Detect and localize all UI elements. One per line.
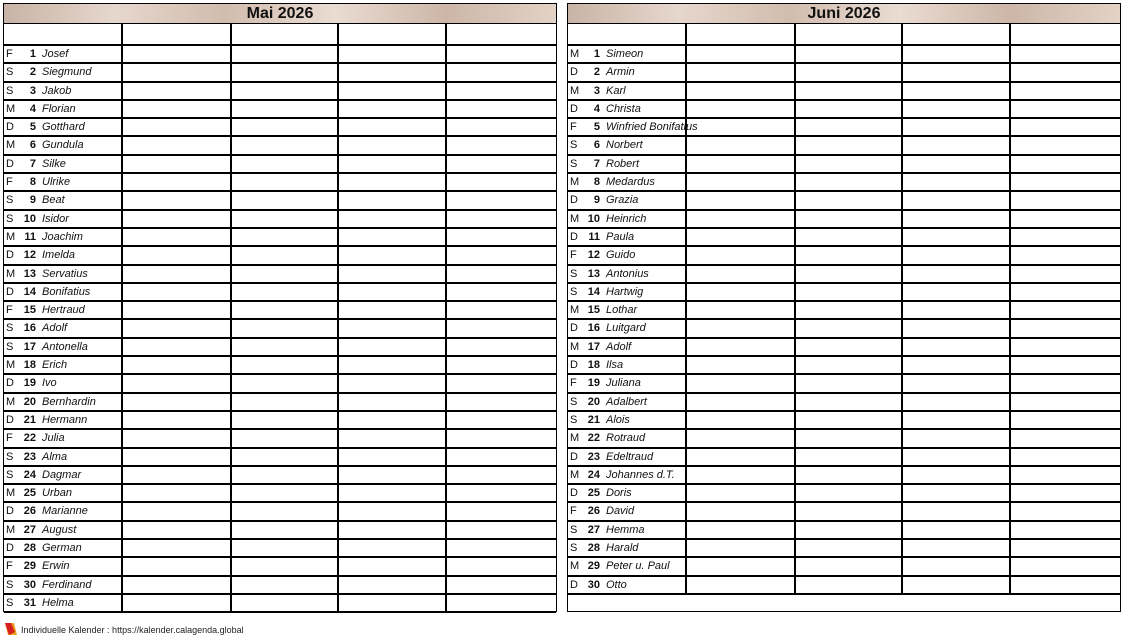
day-number: 16 xyxy=(23,322,36,335)
day-row xyxy=(568,449,1120,467)
day-row xyxy=(568,485,1120,503)
day-number: 24 xyxy=(587,468,600,481)
name-day: Lothar xyxy=(606,304,638,317)
name-day: Gundula xyxy=(42,139,84,152)
weekday-letter: S xyxy=(6,212,14,225)
weekday-letter: M xyxy=(570,176,580,189)
weekday-letter: M xyxy=(6,267,16,280)
day-row xyxy=(568,46,1120,64)
day-number: 18 xyxy=(23,359,36,372)
weekday-letter: D xyxy=(570,578,578,591)
name-day: Bernhardin xyxy=(42,395,96,408)
name-day: German xyxy=(42,542,82,555)
day-row xyxy=(568,137,1120,155)
name-day: Doris xyxy=(606,487,632,500)
weekday-letter: S xyxy=(570,523,578,536)
name-day: Dagmar xyxy=(42,468,82,481)
weekday-letter: M xyxy=(570,432,580,445)
day-number: 5 xyxy=(593,121,600,134)
name-day: Adalbert xyxy=(606,395,647,408)
name-day: Rotraud xyxy=(606,432,646,445)
day-number: 13 xyxy=(23,267,36,280)
day-row xyxy=(4,540,556,558)
day-row xyxy=(568,320,1120,338)
day-row xyxy=(568,467,1120,485)
day-row xyxy=(4,101,556,119)
day-number: 7 xyxy=(593,157,600,170)
weekday-letter: D xyxy=(6,377,14,390)
name-day: Julia xyxy=(42,432,65,445)
day-number: 10 xyxy=(23,212,36,225)
day-number: 23 xyxy=(23,450,36,463)
weekday-letter: D xyxy=(570,359,578,372)
day-row xyxy=(568,229,1120,247)
weekday-letter: S xyxy=(570,157,578,170)
name-day: Winfried Bonifatius xyxy=(606,121,698,134)
name-day: Luitgard xyxy=(606,322,646,335)
weekday-letter: M xyxy=(570,468,580,481)
weekday-letter: S xyxy=(6,468,14,481)
weekday-letter: S xyxy=(6,194,14,207)
day-number: 14 xyxy=(587,285,600,298)
weekday-letter: D xyxy=(570,66,578,79)
month-may xyxy=(3,3,557,612)
weekday-letter: D xyxy=(6,505,14,518)
day-number: 28 xyxy=(23,542,36,555)
day-row xyxy=(568,412,1120,430)
weekday-letter: S xyxy=(6,322,14,335)
day-row xyxy=(568,119,1120,137)
day-number: 1 xyxy=(593,48,600,60)
weekday-letter: M xyxy=(6,139,16,152)
weekday-letter: S xyxy=(570,395,578,408)
day-row xyxy=(568,357,1120,375)
day-row xyxy=(4,266,556,284)
weekday-letter: D xyxy=(6,157,14,170)
day-number: 16 xyxy=(587,322,600,335)
name-day: Urban xyxy=(42,487,72,500)
day-row xyxy=(4,137,556,155)
day-rows xyxy=(4,46,556,613)
weekday-letter: M xyxy=(6,395,16,408)
day-number: 12 xyxy=(587,249,600,262)
day-row xyxy=(568,503,1120,521)
weekday-letter: S xyxy=(570,267,578,280)
day-row xyxy=(4,503,556,521)
day-row xyxy=(568,156,1120,174)
day-row xyxy=(4,394,556,412)
weekday-letter: F xyxy=(570,249,577,262)
name-day: Ferdinand xyxy=(42,578,92,591)
month-title: Mai 2026 xyxy=(4,4,556,24)
day-number: 15 xyxy=(587,304,600,317)
weekday-letter: M xyxy=(570,560,580,573)
weekday-letter: S xyxy=(570,139,578,152)
name-day: Gotthard xyxy=(42,121,85,134)
day-number: 10 xyxy=(587,212,600,225)
weekday-letter: D xyxy=(570,194,578,207)
weekday-letter: D xyxy=(6,413,14,426)
name-day: Robert xyxy=(606,157,640,170)
day-number: 30 xyxy=(587,578,600,591)
header-row xyxy=(4,24,556,46)
day-number: 3 xyxy=(593,84,600,97)
name-day: Bonifatius xyxy=(42,285,91,298)
name-day: Edeltraud xyxy=(606,450,654,463)
day-number: 8 xyxy=(593,176,600,189)
weekday-letter: M xyxy=(6,359,16,372)
name-day: Servatius xyxy=(42,267,88,280)
day-number: 21 xyxy=(23,413,36,426)
day-number: 30 xyxy=(23,578,36,591)
name-day: Marianne xyxy=(42,505,88,518)
name-day: Silke xyxy=(42,157,66,170)
name-day: Joachim xyxy=(42,230,83,243)
day-number: 7 xyxy=(29,157,36,170)
weekday-letter: F xyxy=(6,560,13,573)
day-row xyxy=(4,595,556,613)
weekday-letter: S xyxy=(6,578,14,591)
day-number: 13 xyxy=(587,267,600,280)
name-day: Guido xyxy=(606,249,636,262)
day-number: 24 xyxy=(23,468,36,481)
weekday-letter: S xyxy=(570,542,578,555)
day-number: 6 xyxy=(29,139,36,152)
day-row xyxy=(4,46,556,64)
day-number: 8 xyxy=(29,176,36,189)
day-number: 4 xyxy=(29,102,36,115)
name-day: August xyxy=(42,523,77,536)
day-row xyxy=(4,558,556,576)
weekday-letter: S xyxy=(6,66,14,79)
weekday-letter: M xyxy=(6,230,16,243)
header-row xyxy=(568,24,1120,46)
day-number: 17 xyxy=(587,340,600,353)
name-day: Helma xyxy=(42,596,74,609)
name-day: David xyxy=(606,505,635,518)
weekday-letter: S xyxy=(6,450,14,463)
weekday-letter: D xyxy=(570,102,578,115)
name-day: Josef xyxy=(42,48,69,60)
day-number: 3 xyxy=(29,84,36,97)
name-day: Hertraud xyxy=(42,304,85,317)
day-row xyxy=(568,211,1120,229)
day-row xyxy=(4,339,556,357)
day-row xyxy=(568,302,1120,320)
weekday-letter: D xyxy=(6,285,14,298)
name-day: Florian xyxy=(42,102,76,115)
day-row xyxy=(4,64,556,82)
day-number: 21 xyxy=(587,413,600,426)
day-row xyxy=(4,83,556,101)
day-row xyxy=(4,156,556,174)
day-row xyxy=(4,229,556,247)
day-number: 19 xyxy=(587,377,600,390)
day-row xyxy=(568,339,1120,357)
day-row xyxy=(568,375,1120,393)
weekday-letter: S xyxy=(6,84,14,97)
day-number: 1 xyxy=(29,48,36,60)
weekday-letter: M xyxy=(570,212,580,225)
weekday-letter: D xyxy=(570,450,578,463)
name-day: Ivo xyxy=(42,377,57,390)
name-day: Simeon xyxy=(606,48,644,60)
day-row xyxy=(568,522,1120,540)
day-row xyxy=(4,467,556,485)
name-day: Christa xyxy=(606,102,641,115)
name-day: Johannes d.T. xyxy=(606,468,675,481)
day-row xyxy=(4,284,556,302)
weekday-letter: S xyxy=(6,340,14,353)
day-row xyxy=(4,119,556,137)
weekday-letter: D xyxy=(6,249,14,262)
footer-text: Individuelle Kalender : https://kalender.calagenda.global xyxy=(21,625,244,635)
name-day: Armin xyxy=(606,66,635,79)
weekday-letter: D xyxy=(6,542,14,555)
day-row xyxy=(4,247,556,265)
name-day: Imelda xyxy=(42,249,76,262)
weekday-letter: F xyxy=(6,304,13,317)
day-row xyxy=(568,284,1120,302)
footer xyxy=(5,623,244,635)
day-number: 18 xyxy=(587,359,600,372)
day-number: 22 xyxy=(23,432,36,445)
day-number: 11 xyxy=(588,230,600,243)
weekday-letter: S xyxy=(570,413,578,426)
day-row xyxy=(4,357,556,375)
day-number: 2 xyxy=(29,66,36,79)
day-number: 31 xyxy=(23,596,36,609)
weekday-letter: D xyxy=(570,230,578,243)
day-number: 20 xyxy=(587,395,600,408)
weekday-letter: D xyxy=(570,487,578,500)
day-row xyxy=(568,83,1120,101)
day-row xyxy=(568,394,1120,412)
name-day: Paula xyxy=(606,230,635,243)
day-row xyxy=(568,266,1120,284)
weekday-letter: M xyxy=(570,304,580,317)
day-number: 9 xyxy=(29,194,36,207)
month-june xyxy=(567,3,1121,612)
name-day: Grazia xyxy=(606,194,639,207)
name-day: Karl xyxy=(606,84,626,97)
name-day: Otto xyxy=(606,578,627,591)
name-day: Hemma xyxy=(606,523,645,536)
day-row xyxy=(568,558,1120,576)
name-day: Erwin xyxy=(42,560,70,573)
calagenda-logo-icon xyxy=(5,623,17,635)
day-number: 4 xyxy=(593,102,600,115)
weekday-letter: F xyxy=(570,121,577,134)
name-day: Alois xyxy=(606,413,630,426)
day-number: 15 xyxy=(23,304,36,317)
weekday-letter: M xyxy=(6,102,16,115)
day-number: 2 xyxy=(593,66,600,79)
day-number: 5 xyxy=(29,121,36,134)
name-day: Ulrike xyxy=(42,176,71,189)
weekday-letter: F xyxy=(6,48,13,60)
day-number: 14 xyxy=(23,285,36,298)
day-row xyxy=(4,485,556,503)
day-row xyxy=(568,64,1120,82)
day-row xyxy=(4,174,556,192)
day-number: 12 xyxy=(23,249,36,262)
name-day: Harald xyxy=(606,542,639,555)
day-number: 29 xyxy=(23,560,36,573)
day-row xyxy=(568,101,1120,119)
day-number: 20 xyxy=(23,395,36,408)
day-row xyxy=(568,247,1120,265)
day-row xyxy=(4,577,556,595)
day-row xyxy=(4,449,556,467)
weekday-letter: F xyxy=(6,176,13,189)
name-day: Alma xyxy=(42,450,68,463)
day-number: 28 xyxy=(587,542,600,555)
name-day: Hartwig xyxy=(606,285,644,298)
name-day: Adolf xyxy=(42,322,68,335)
day-row xyxy=(4,412,556,430)
day-number: 17 xyxy=(23,340,36,353)
name-day: Antonella xyxy=(42,340,88,353)
day-number: 25 xyxy=(587,487,600,500)
day-number: 27 xyxy=(23,523,36,536)
name-day: Peter u. Paul xyxy=(606,560,670,573)
name-day: Heinrich xyxy=(606,212,647,225)
name-day: Isidor xyxy=(42,212,69,225)
day-number: 26 xyxy=(587,505,600,518)
weekday-letter: F xyxy=(570,377,577,390)
name-day: Antonius xyxy=(606,267,649,280)
day-row xyxy=(4,320,556,338)
day-row xyxy=(568,174,1120,192)
name-day: Siegmund xyxy=(42,66,92,79)
weekday-letter: F xyxy=(570,505,577,518)
day-number: 26 xyxy=(23,505,36,518)
day-number: 29 xyxy=(587,560,600,573)
name-day: Juliana xyxy=(606,377,641,390)
day-number: 11 xyxy=(24,230,36,243)
month-title: Juni 2026 xyxy=(568,4,1120,24)
day-row xyxy=(4,302,556,320)
day-number: 25 xyxy=(23,487,36,500)
name-day: Ilsa xyxy=(606,359,624,372)
day-row xyxy=(568,430,1120,448)
weekday-letter: F xyxy=(6,432,13,445)
day-row xyxy=(568,577,1120,595)
name-day: Medardus xyxy=(606,176,655,189)
name-day: Hermann xyxy=(42,413,88,426)
day-row xyxy=(4,192,556,210)
day-row xyxy=(4,211,556,229)
day-row xyxy=(4,430,556,448)
day-row xyxy=(568,192,1120,210)
day-number: 23 xyxy=(587,450,600,463)
day-number: 27 xyxy=(587,523,600,536)
weekday-letter: S xyxy=(6,596,14,609)
name-day: Adolf xyxy=(606,340,632,353)
weekday-letter: D xyxy=(570,322,578,335)
name-day: Beat xyxy=(42,194,65,207)
name-day: Erich xyxy=(42,359,68,372)
day-row xyxy=(568,540,1120,558)
weekday-letter: M xyxy=(6,487,16,500)
weekday-letter: M xyxy=(570,340,580,353)
name-day: Norbert xyxy=(606,139,643,152)
day-number: 22 xyxy=(587,432,600,445)
day-number: 19 xyxy=(23,377,36,390)
day-row xyxy=(4,522,556,540)
day-number: 9 xyxy=(593,194,600,207)
weekday-letter: D xyxy=(6,121,14,134)
name-day: Jakob xyxy=(42,84,72,97)
weekday-letter: M xyxy=(6,523,16,536)
weekday-letter: S xyxy=(570,285,578,298)
day-number: 6 xyxy=(593,139,600,152)
day-rows xyxy=(568,46,1120,595)
weekday-letter: M xyxy=(570,84,580,97)
day-row xyxy=(4,375,556,393)
weekday-letter: M xyxy=(570,48,580,60)
